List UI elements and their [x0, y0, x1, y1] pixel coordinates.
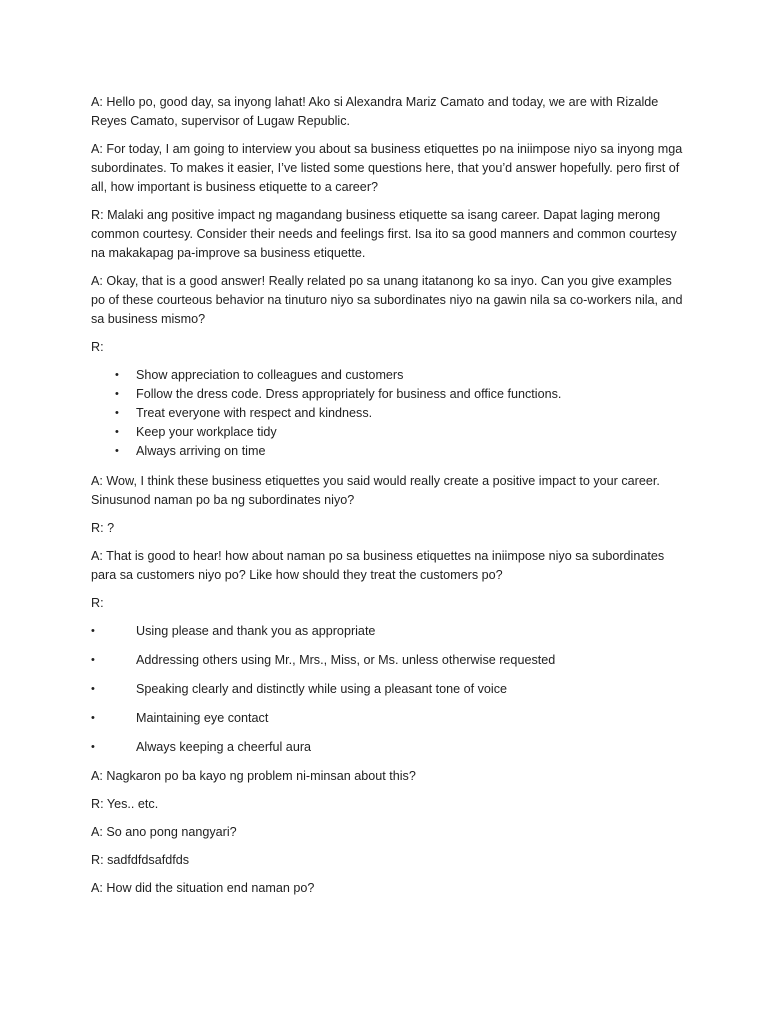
- bullet-icon: •: [115, 426, 119, 438]
- paragraph-question-what-happened: A: So ano pong nangyari?: [91, 825, 237, 839]
- bullet-icon: •: [91, 741, 95, 753]
- list-item: • Show appreciation to colleagues and customers: [115, 366, 688, 385]
- list-item: • Speaking clearly and distinctly while using a pleasant tone of voice: [91, 680, 688, 699]
- paragraph-respondent-unknown: R: ?: [91, 521, 115, 535]
- courteous-behavior-list: [91, 366, 688, 461]
- bullet-icon: •: [115, 388, 119, 400]
- list-item: • Maintaining eye contact: [91, 709, 688, 728]
- paragraph-question-ending: A: How did the situation end naman po?: [91, 881, 315, 895]
- bullet-icon: •: [91, 625, 95, 637]
- paragraph-followup: A: Wow, I think these business etiquettes you said would really create a positive impact to your career. Sinusunod naman po ba ng subordinates niyo?: [91, 474, 660, 507]
- paragraph-question-customers: A: That is good to hear! how about naman po sa business etiquettes na iniimpose niyo sa subordinates para sa customers niyo po? Like how should they treat the customers po?: [91, 549, 665, 582]
- paragraph-answer-problem: R: Yes.. etc.: [91, 797, 159, 811]
- paragraph-respondent-label: R:: [91, 596, 104, 610]
- list-item: • Using please and thank you as appropriate: [91, 622, 688, 641]
- bullet-icon: •: [115, 369, 119, 381]
- paragraph-intro: A: Hello po, good day, sa inyong lahat! Ako si Alexandra Mariz Camato and today, we are with Rizalde Reyes Camato, supervisor of Lugaw Republic.: [91, 95, 659, 128]
- paragraph-respondent-label: R:: [91, 340, 104, 354]
- list-item: • Follow the dress code. Dress appropriately for business and office functions.: [115, 385, 688, 404]
- list-item: • Always arriving on time: [115, 442, 688, 461]
- list-item: • Treat everyone with respect and kindness.: [115, 404, 688, 423]
- customer-etiquette-list: [91, 622, 688, 757]
- list-item: • Keep your workplace tidy: [115, 423, 688, 442]
- list-item: • Always keeping a cheerful aura: [91, 738, 688, 757]
- paragraph-question-importance: A: For today, I am going to interview you about sa business etiquettes po na iniimpose niyo sa inyong mga subordinates. To makes it easier, I’ve listed some questions here, that you’d answer hopefully. pero first of all, how important is business etiquette to a career?: [91, 142, 683, 194]
- bullet-icon: •: [115, 407, 119, 419]
- paragraph-answer-what-happened: R: sadfdfdsafdfds: [91, 853, 190, 867]
- paragraph-question-examples: A: Okay, that is a good answer! Really related po sa unang itatanong ko sa inyo. Can you give examples po of these courteous behavior na tinuturo niyo sa subordinates niyo na gawin nila sa co-workers nila, and sa business mismo?: [91, 274, 683, 326]
- bullet-icon: •: [91, 712, 95, 724]
- paragraph-answer-importance: R: Malaki ang positive impact ng magandang business etiquette sa isang career. Dapat laging merong common courtesy. Consider their needs and feelings first. Isa ito sa good manners and common courtesy na makakapag pa-improve sa business etiquette.: [91, 208, 677, 260]
- bullet-icon: •: [91, 683, 95, 695]
- bullet-icon: •: [115, 445, 119, 457]
- bullet-icon: •: [91, 654, 95, 666]
- list-item: • Addressing others using Mr., Mrs., Miss, or Ms. unless otherwise requested: [91, 651, 688, 670]
- paragraph-question-problem: A: Nagkaron po ba kayo ng problem ni-minsan about this?: [91, 769, 416, 783]
